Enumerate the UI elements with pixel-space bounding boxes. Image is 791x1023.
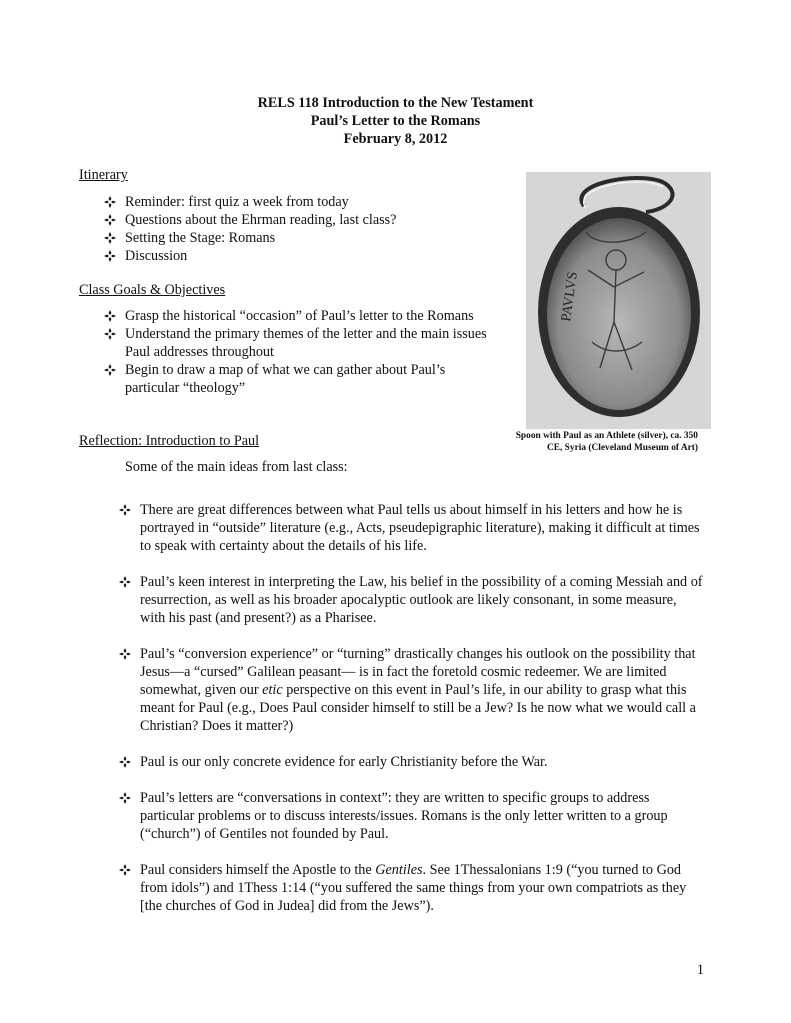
diamond-bullet-icon: [119, 864, 131, 876]
diamond-bullet-icon: [104, 229, 120, 247]
course-title: RELS 118 Introduction to the New Testament: [257, 95, 534, 111]
figure-caption: Spoon with Paul as an Athlete (silver), ca. 350 CE, Syria (Cleveland Museum of Art): [515, 431, 698, 453]
lecture-date: February 8, 2012: [343, 131, 448, 147]
diamond-bullet-icon: [104, 307, 120, 325]
diamond-bullet-icon: [104, 310, 116, 322]
list-item: Paul considers himself the Apostle to the Gentiles. See 1Thessalonians 1:9 (“you turned to God from idols”) and 1Thess 1:14 (“you suffered the same things from your own compatriots as they [the churches of God in Judea] did from the Jews”).: [119, 861, 704, 915]
goals-heading: Class Goals & Objectives: [79, 282, 226, 298]
diamond-bullet-icon: [119, 753, 135, 771]
diamond-bullet-icon: [104, 211, 120, 229]
spoon-photograph: [526, 172, 711, 429]
list-item: Questions about the Ehrman reading, last class?: [104, 211, 504, 229]
list-item: There are great differences between what Paul tells us about himself in his letters and how he is portrayed in “outside” literature (e.g., Acts, pseudepigraphic literature), making it difficult at times to speak with certainty about the details of his life.: [119, 501, 704, 555]
list-item: Paul’s “conversion experience” or “turning” drastically changes his outlook on the possibility that Jesus—a “cursed” Galilean peasant— is in fact the foretold cosmic redeemer. We are limited somewhat, given our etic perspective on this event in Paul’s life, in our ability to grasp what this meant for Paul (e.g., Does Paul consider himself to still be a Jew? Is he now what we would call a Christian? Does it matter?): [119, 645, 704, 735]
spoon-inscription: PAVLVS: [559, 270, 581, 323]
diamond-bullet-icon: [119, 789, 135, 807]
itinerary-list: [104, 193, 504, 265]
diamond-bullet-icon: [119, 645, 135, 663]
diamond-bullet-icon: [104, 193, 120, 211]
reflection-lead: Some of the main ideas from last class:: [125, 459, 348, 475]
diamond-bullet-icon: [119, 648, 131, 660]
diamond-bullet-icon: [104, 214, 116, 226]
list-item: Paul’s keen interest in interpreting the Law, his belief in the possibility of a coming Messiah and of resurrection, as well as his broader apocalyptic outlook are likely consonant, in some measure, with his past (and present?) as a Pharisee.: [119, 573, 704, 627]
diamond-bullet-icon: [119, 501, 135, 519]
list-item: Paul’s letters are “conversations in context”: they are written to specific groups to address particular problems or to discuss interests/issues. Romans is the only letter written to a group (“church”) of Gentiles not founded by Paul.: [119, 789, 704, 843]
list-item: Reminder: first quiz a week from today: [104, 193, 504, 211]
diamond-bullet-icon: [104, 328, 116, 340]
lecture-topic: Paul’s Letter to the Romans: [310, 113, 481, 129]
diamond-bullet-icon: [119, 756, 131, 768]
diamond-bullet-icon: [119, 576, 131, 588]
document-title-block: [0, 94, 791, 148]
list-item: Grasp the historical “occasion” of Paul’s letter to the Romans: [104, 307, 489, 325]
list-item: Understand the primary themes of the letter and the main issues Paul addresses throughout: [104, 325, 489, 361]
list-item: Paul is our only concrete evidence for early Christianity before the War.: [119, 753, 704, 771]
diamond-bullet-icon: [104, 247, 120, 265]
diamond-bullet-icon: [104, 364, 116, 376]
diamond-bullet-icon: [119, 573, 135, 591]
reflection-heading: Reflection: Introduction to Paul: [79, 433, 260, 449]
list-item: Setting the Stage: Romans: [104, 229, 504, 247]
goals-list: [104, 307, 489, 397]
diamond-bullet-icon: [104, 196, 116, 208]
diamond-bullet-icon: [104, 232, 116, 244]
list-item: Discussion: [104, 247, 504, 265]
page-number: 1: [696, 962, 704, 978]
itinerary-heading: Itinerary: [79, 167, 128, 183]
diamond-bullet-icon: [104, 361, 120, 379]
reflection-list: [119, 501, 704, 933]
diamond-bullet-icon: [119, 504, 131, 516]
list-item: Begin to draw a map of what we can gather about Paul’s particular “theology”: [104, 361, 489, 397]
diamond-bullet-icon: [104, 250, 116, 262]
diamond-bullet-icon: [119, 792, 131, 804]
spoon-illustration: [526, 172, 711, 429]
diamond-bullet-icon: [104, 325, 120, 343]
diamond-bullet-icon: [119, 861, 135, 879]
